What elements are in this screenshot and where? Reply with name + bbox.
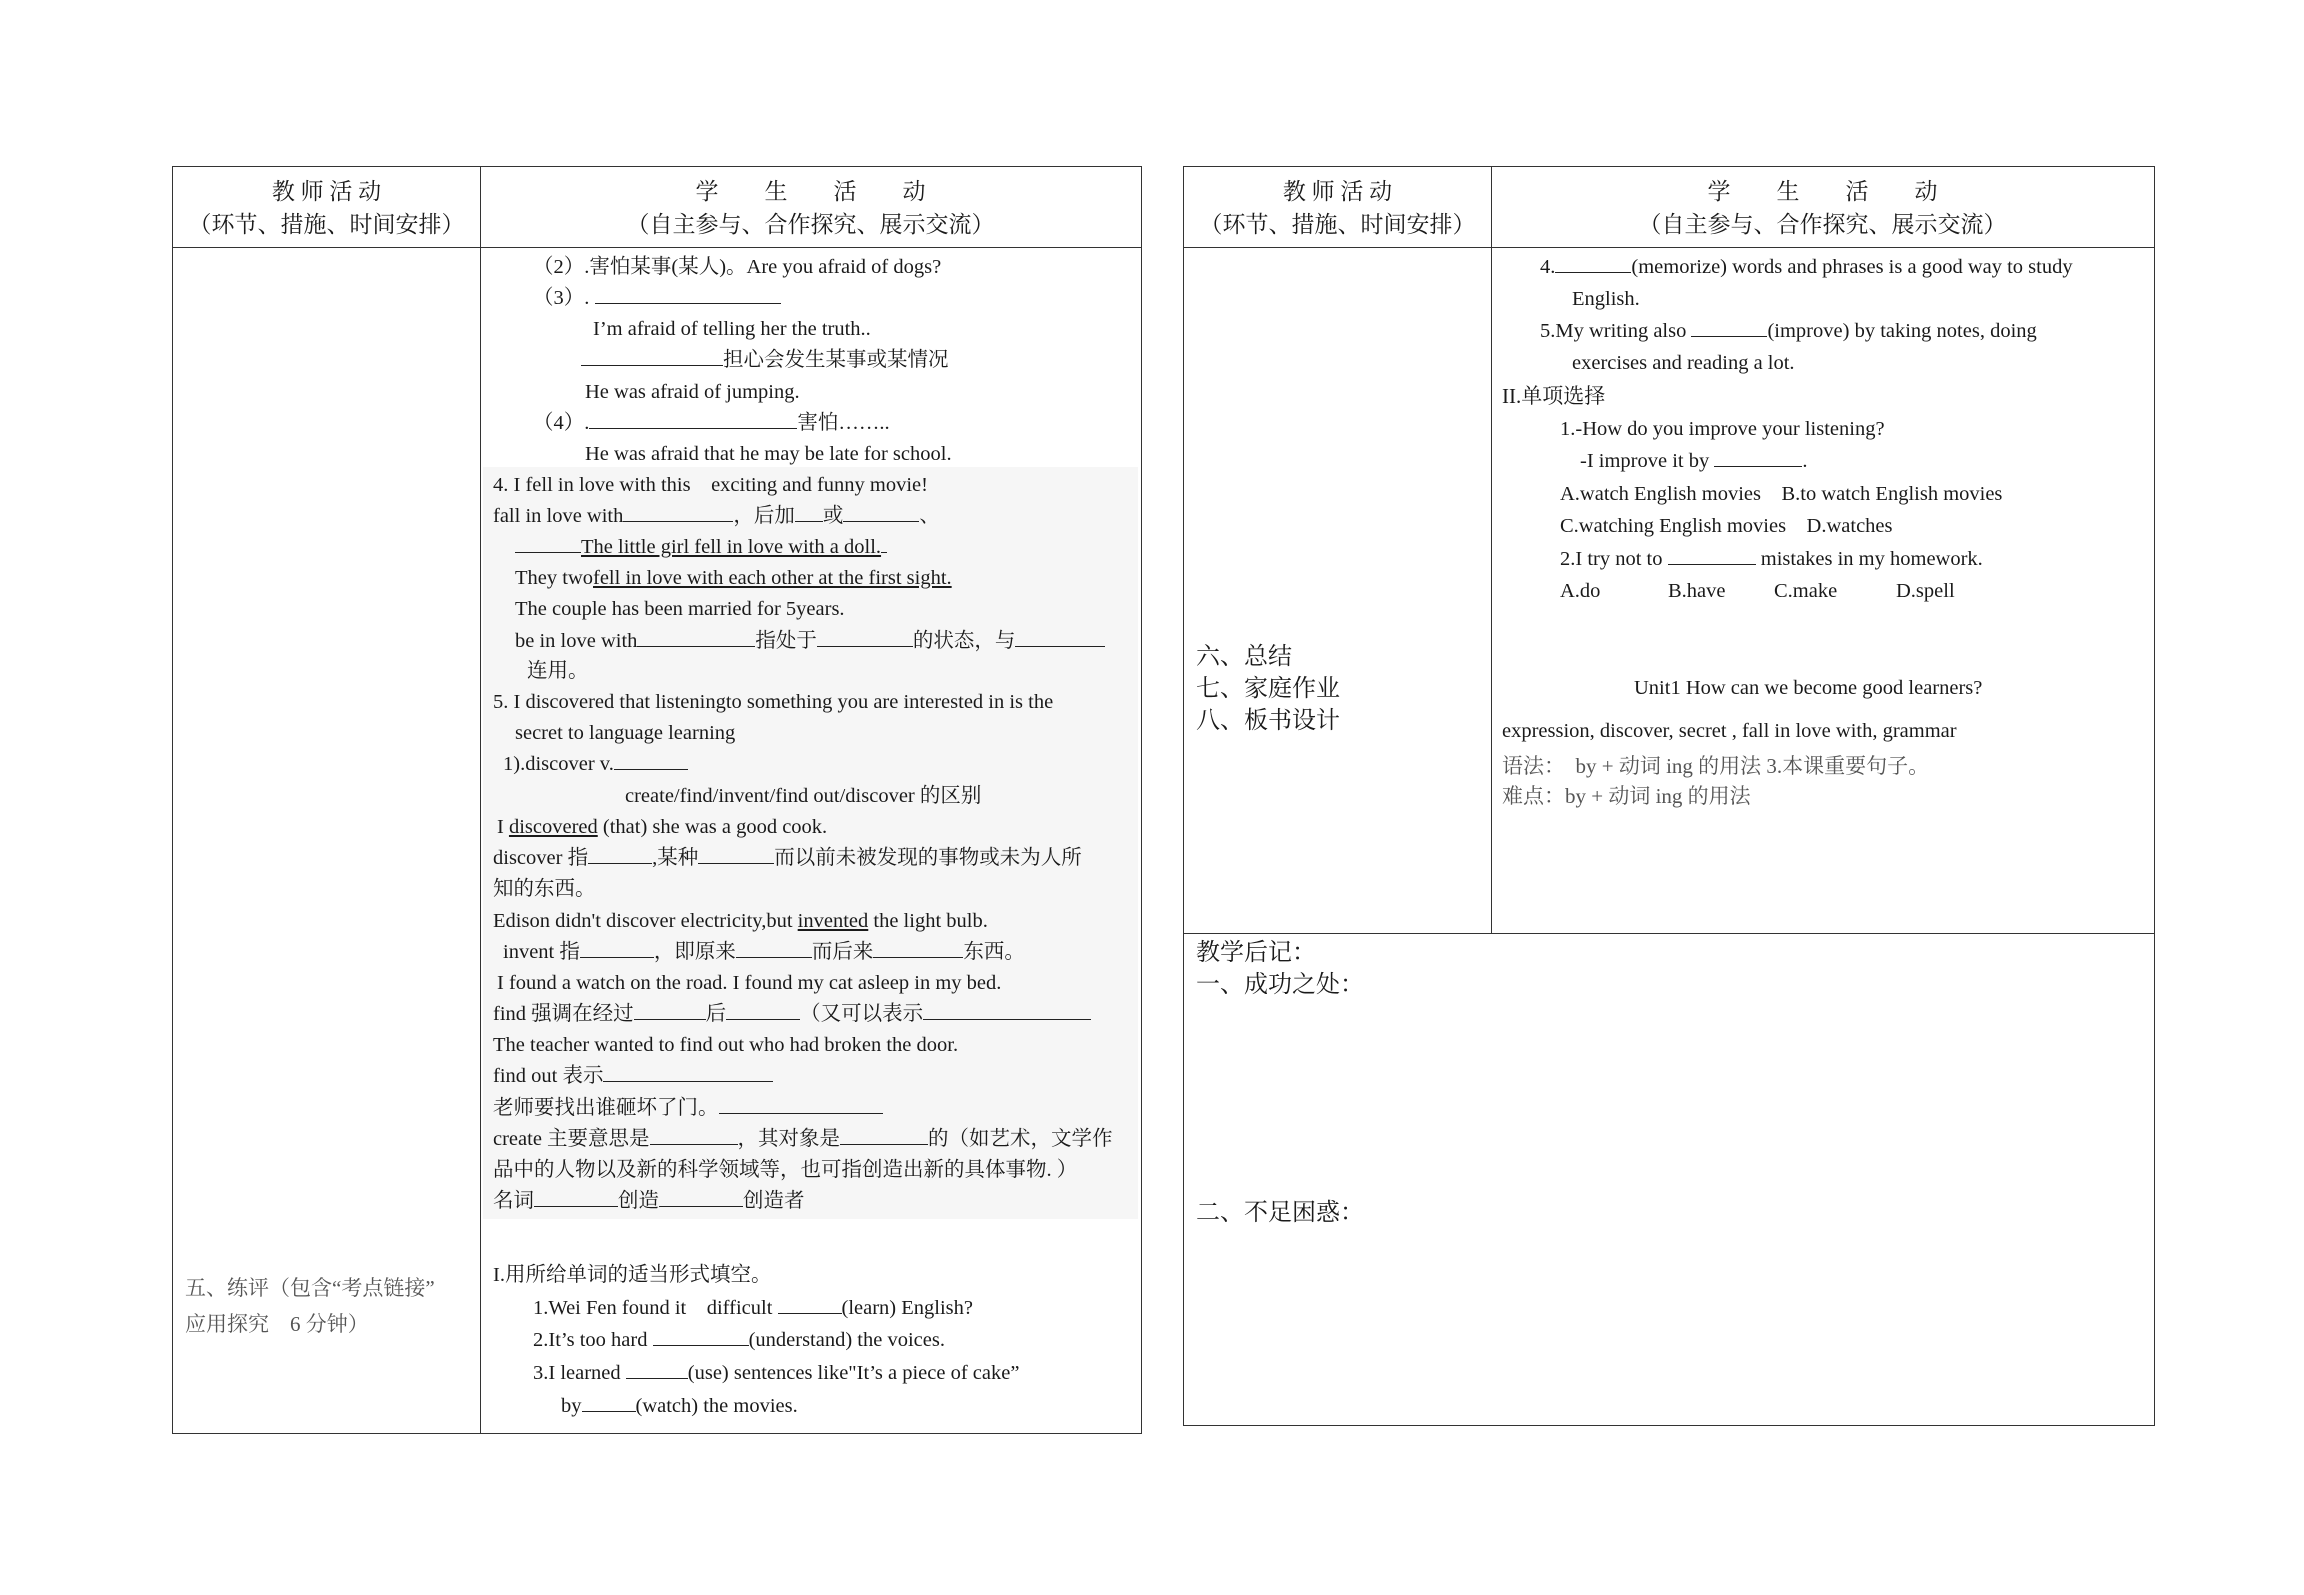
- teacher-activity-title: 教 师 活 动: [271, 179, 382, 204]
- text-line: 担心会发生某事或某情况: [581, 347, 949, 373]
- text-line: 知的东西。: [493, 878, 596, 900]
- text-line: secret to language learning: [515, 722, 736, 744]
- text-line: The teacher wanted to find out who had broken the door.: [493, 1034, 959, 1056]
- text-line: （2）.害怕某事(某人)。Are you afraid of dogs?: [533, 256, 942, 278]
- notes-success: 一、成功之处：: [1196, 972, 1364, 998]
- text-line: exercises and reading a lot.: [1572, 352, 1795, 374]
- teacher-activity-subtitle: （环节、措施、时间安排）: [188, 212, 465, 237]
- exercise-item: 2.It’s too hard (understand) the voices.: [533, 1329, 945, 1351]
- exercise-item: 5.My writing also (improve) by taking notes, doing: [1540, 320, 2037, 342]
- text-line: fall in love with ，后加 或 、: [493, 505, 940, 527]
- option-c: C.make: [1774, 580, 1838, 602]
- text-line: 1).discover v.: [503, 751, 688, 777]
- student-activity-subtitle: （自主参与、合作探究、展示交流）: [626, 212, 995, 237]
- text-line: （3）.: [533, 285, 781, 311]
- text-line: invent 指 ，即原来 而后来 东西。: [503, 941, 1025, 963]
- text-line: create 主要意思是 ，其对象是 的（如艺术，文学作: [493, 1128, 1113, 1150]
- right-lesson-table: [1183, 166, 2155, 1426]
- question: 2.I try not to mistakes in my homework.: [1560, 548, 1983, 570]
- text-line: 4. I fell in love with this exciting and funny movie!: [493, 474, 928, 496]
- text-line: I’m afraid of telling her the truth..: [593, 318, 871, 340]
- text-line: English.: [1572, 288, 1640, 310]
- notes-title: 教学后记：: [1196, 940, 1316, 966]
- board-design-label: 八、板书设计: [1196, 708, 1340, 734]
- board-difficulty: 难点：by + 动词 ing 的用法: [1502, 784, 1751, 808]
- student-activity-subtitle: （自主参与、合作探究、展示交流）: [1638, 212, 2007, 237]
- text-line: find 强调在经过 后 （又可以表示: [493, 1001, 1091, 1027]
- exercise-item: 4. (memorize) words and phrases is a good way to study: [1540, 256, 2073, 278]
- text-line: The little girl fell in love with a doll.: [515, 534, 887, 560]
- board-grammar: 语法： by + 动词 ing 的用法 3.本课重要句子。: [1502, 754, 1930, 778]
- text-line: Edison didn't discover electricity,but invented the light bulb.: [493, 910, 988, 932]
- text-line: I found a watch on the road. I found my cat asleep in my bed.: [497, 972, 1002, 994]
- text-line: 老师要找出谁砸坏了门。: [493, 1095, 883, 1121]
- text-line: He was afraid that he may be late for school.: [585, 443, 952, 465]
- choice-title: II.单项选择: [1502, 384, 1606, 408]
- teacher-activity-header: [173, 167, 480, 248]
- section-5-label: 五、练评（包含“考点链接” 应用探究 6 分钟）: [185, 1276, 435, 1336]
- option-a: A.do: [1560, 580, 1601, 602]
- homework-label: 七、家庭作业: [1196, 676, 1340, 702]
- board-vocabulary: expression, discover, secret , fall in love with, grammar: [1502, 720, 1957, 742]
- teacher-activity-title: 教 师 活 动: [1282, 179, 1393, 204]
- option-b: B.have: [1668, 580, 1726, 602]
- option-line: A.watch English movies B.to watch English movies: [1560, 483, 2003, 505]
- question: 1.-How do you improve your listening?: [1560, 418, 1885, 440]
- text-line: I discovered (that) she was a good cook.: [497, 816, 828, 838]
- board-title: Unit1 How can we become good learners?: [1634, 677, 1983, 699]
- student-activity-title: 学 生 活 动: [1707, 179, 1938, 204]
- student-activity-header: [480, 167, 1141, 248]
- teacher-activity-header: [1184, 167, 1491, 248]
- text-line: be in love with 指处于 的状态，与: [515, 628, 1105, 654]
- exercise-title: I.用所给单词的适当形式填空。: [493, 1264, 772, 1286]
- text-line: （4）. 害怕……..: [533, 412, 890, 434]
- question-answer: -I improve it by .: [1580, 450, 1808, 472]
- left-lesson-table: [172, 166, 1142, 1434]
- text-line: He was afraid of jumping.: [585, 381, 800, 403]
- text-line: They twofell in love with each other at the first sight.: [515, 567, 952, 589]
- exercise-item: 3.I learned (use) sentences like"It’s a piece of cake”: [533, 1362, 1020, 1384]
- text-line: create/find/invent/find out/discover 的区别: [625, 785, 982, 807]
- option-line: C.watching English movies D.watches: [1560, 515, 1893, 537]
- summary-label: 六、总结: [1196, 644, 1292, 670]
- text-line: discover 指 ,某种 而以前未被发现的事物或未为人所: [493, 847, 1082, 869]
- student-activity-title: 学 生 活 动: [695, 179, 926, 204]
- exercise-item: 1.Wei Fen found it difficult (learn) English?: [533, 1297, 974, 1319]
- student-activity-header: [1491, 167, 2154, 248]
- option-d: D.spell: [1896, 580, 1955, 602]
- exercise-item: by (watch) the movies.: [561, 1395, 798, 1417]
- teacher-activity-subtitle: （环节、措施、时间安排）: [1199, 212, 1476, 237]
- text-line: 连用。: [527, 660, 589, 682]
- notes-issues: 二、不足困惑：: [1196, 1200, 1364, 1226]
- text-line: 品中的人物以及新的科学领域等，也可指创造出新的具体事物. ）: [493, 1159, 1078, 1181]
- text-line: 5. I discovered that listeningto something you are interested in is the: [493, 691, 1054, 713]
- text-line: find out 表示: [493, 1063, 773, 1089]
- text-line: The couple has been married for 5years.: [515, 598, 845, 620]
- text-line: 名词 创造 创造者: [493, 1190, 805, 1212]
